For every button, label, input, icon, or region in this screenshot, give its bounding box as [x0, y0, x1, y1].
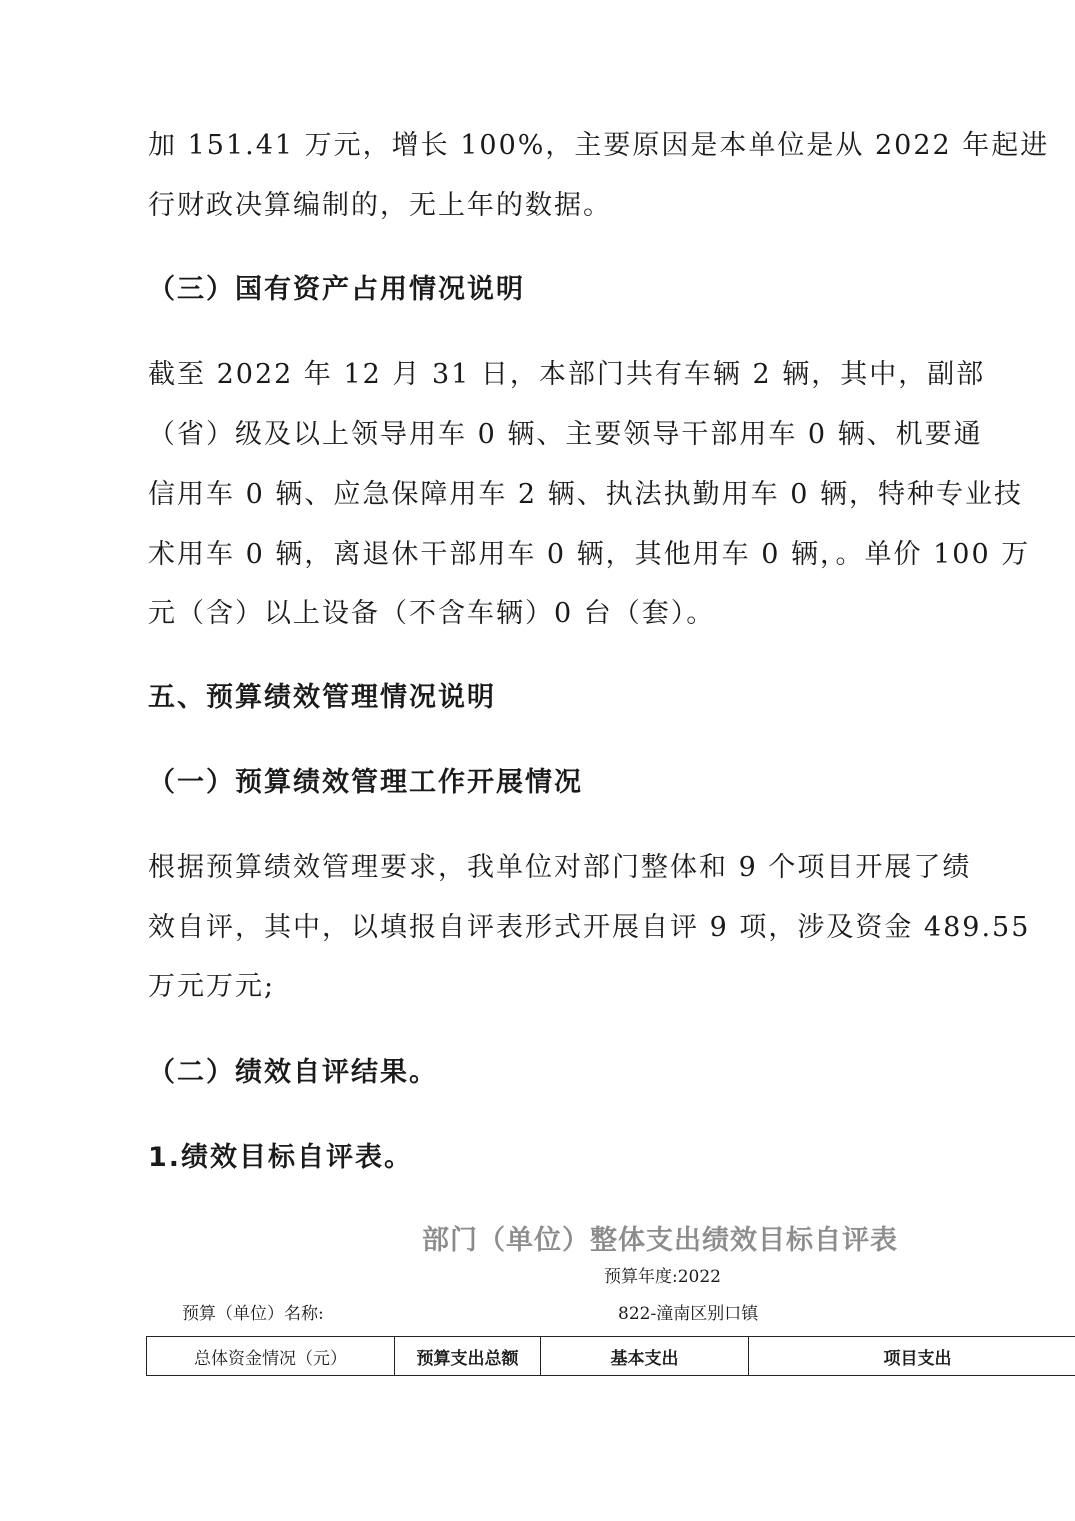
paragraph-line: 行财政决算编制的，无上年的数据。 — [148, 190, 612, 221]
section-heading-results: （二）绩效自评结果。 — [148, 1057, 438, 1088]
paragraph-line: 截至 2022 年 12 月 31 日，本部门共有车辆 2 辆，其中，副部 — [148, 359, 986, 390]
budget-year: 预算年度:2022 — [604, 1267, 721, 1287]
header-cell-budget-total: 预算支出总额 — [395, 1337, 541, 1376]
section-heading-work: （一）预算绩效管理工作开展情况 — [148, 767, 583, 798]
paragraph-line: 根据预算绩效管理要求，我单位对部门整体和 9 个项目开展了绩 — [148, 852, 972, 883]
paragraph-line: 效自评，其中，以填报自评表形式开展自评 9 项，涉及资金 489.55 — [148, 912, 1031, 943]
section-heading-performance: 五、预算绩效管理情况说明 — [148, 682, 496, 713]
header-cell-total-funds: 总体资金情况（元） — [147, 1337, 395, 1376]
header-cell-project-expenditure: 项目支出 — [749, 1337, 1075, 1376]
paragraph-line: 信用车 0 辆、应急保障用车 2 辆、执法执勤用车 0 辆，特种专业技 — [148, 479, 1024, 510]
paragraph-line: 术用车 0 辆，离退休干部用车 0 辆，其他用车 0 辆，。单价 100 万 — [148, 539, 1031, 570]
paragraph-line: （省）级及以上领导用车 0 辆、主要领导干部用车 0 辆、机要通 — [148, 419, 983, 450]
unit-name-value: 822-潼南区别口镇 — [618, 1304, 759, 1324]
table-title: 部门（单位）整体支出绩效目标自评表 — [422, 1225, 898, 1256]
paragraph-line: 万元万元; — [148, 971, 276, 1002]
paragraph-line: 加 151.41 万元，增长 100%，主要原因是本单位是从 2022 年起进 — [148, 130, 1050, 161]
paragraph-line: 元（含）以上设备（不含车辆）0 台（套）。 — [148, 598, 716, 629]
section-heading-table1: 1.绩效目标自评表。 — [148, 1142, 414, 1173]
table-row — [147, 1337, 1075, 1376]
section-heading-assets: （三）国有资产占用情况说明 — [148, 274, 525, 305]
header-cell-basic-expenditure: 基本支出 — [541, 1337, 749, 1376]
unit-name-label: 预算（单位）名称: — [182, 1304, 324, 1324]
summary-table — [146, 1336, 1075, 1376]
